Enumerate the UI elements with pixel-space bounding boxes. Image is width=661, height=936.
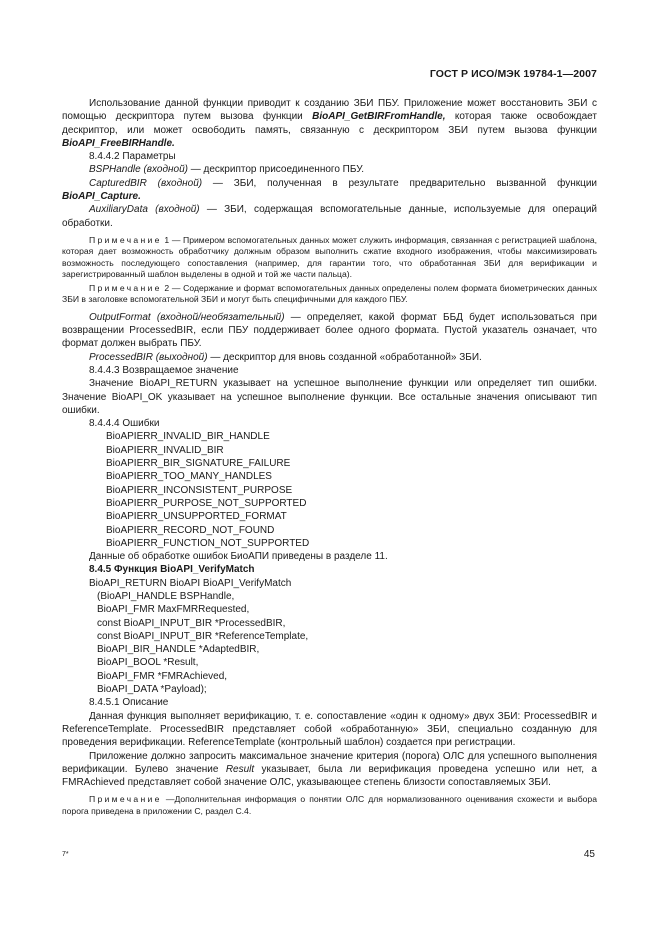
- code-signature: BioAPI_RETURN BioAPI BioAPI_VerifyMatch: [89, 577, 292, 589]
- intro-text-a: Использование данной функции приводит к созданию ЗБИ ПБУ. Приложение может восстановить ЗБИ с помощью дескриптора путем вызова функции: [62, 98, 597, 123]
- code-line: BioAPI_BOOL *Result,: [97, 657, 199, 669]
- param-bsphandle: [62, 163, 597, 176]
- list-item: BioAPIERR_PURPOSE_NOT_SUPPORTED: [106, 497, 307, 509]
- description-paragraph-2: [62, 750, 597, 790]
- errors-reference: Данные об обработке ошибок БиоАПИ приведены в разделе 11.: [89, 551, 388, 563]
- page-header: ГОСТ Р ИСО/МЭК 19784-1—2007: [429, 68, 597, 80]
- param-auxiliarydata: [62, 203, 597, 230]
- intro-paragraph: [62, 97, 597, 150]
- error-list: [62, 430, 597, 550]
- section-errors-heading: 8.4.4.4 Ошибки: [89, 418, 160, 430]
- main-text: [62, 97, 597, 817]
- section-verifymatch-heading: 8.4.5 Функция BioAPI_VerifyMatch: [89, 564, 255, 576]
- code-line: (BioAPI_HANDLE BSPHandle,: [97, 590, 235, 602]
- param-processedbir: [62, 351, 597, 364]
- note-label: Примечание: [89, 283, 162, 294]
- desc-text-a: Приложение должно запросить максимальное значение критерия (порога) ОЛС для успешного выполнения верификации. Булево значение: [62, 750, 597, 775]
- code-line: BioAPI_FMR MaxFMRRequested,: [97, 604, 250, 616]
- note-text: —Дополнительная информация о понятии ОЛС для нормализованного оценивания схожести и выбора порога приведена в приложении С, раздел С.4.: [62, 794, 597, 816]
- param-name: AuxiliaryData (входной): [89, 204, 200, 216]
- param-desc: — ЗБИ, содержащая вспомогательные данные, используемые для операций обработки.: [62, 204, 597, 229]
- list-item: BioAPIERR_FUNCTION_NOT_SUPPORTED: [106, 537, 310, 549]
- fn-free-bir-handle: BioAPI_FreeBIRHandle.: [62, 137, 175, 149]
- param-desc: — ЗБИ, полученная в результате предварительно вызванной функции: [202, 177, 597, 189]
- return-paragraph: Значение BioAPI_RETURN указывает на успешное выполнение функции или определяет тип ошибки. Значение BioAPI_OK указывает на успешное выполнение функции. Все остальные значения описывают тип ошибки.: [62, 378, 597, 416]
- code-line: BioAPI_BIR_HANDLE *AdaptedBIR,: [97, 644, 260, 656]
- param-name: BSPHandle (входной): [89, 164, 188, 176]
- param-name: ProcessedBIR (выходной): [89, 351, 208, 363]
- code-line: BioAPI_FMR *FMRAchieved,: [97, 670, 228, 682]
- param-name: OutputFormat (входной/необязательный): [89, 311, 285, 323]
- note-text: 2 — Содержание и формат вспомогательных данных определены полем формата биометрических данных ЗБИ в заголовке вспомогательной ЗБИ и могут быть специфичными для каждого ПБУ.: [62, 283, 597, 305]
- page-number: 45: [583, 849, 595, 860]
- note-text: 1 — Примером вспомогательных данных может служить информация, связанная с регистрацией шаблона, которая дает возможность обработчику должным образом выполнить сжатие входного изображения, чтобы максимизировать возможность последующего сопоставления (например, для гарантии того, что обработанная ЗБИ для верификации и зарегистрированный шаблон выделены в одной и той же части пальца).: [62, 234, 597, 279]
- param-desc: — дескриптор для вновь созданной «обработанной» ЗБИ.: [207, 351, 482, 363]
- note-3: [62, 794, 597, 817]
- fn-get-bir-from-handle: BioAPI_GetBIRFromHandle,: [312, 111, 446, 123]
- list-item: BioAPIERR_TOO_MANY_HANDLES: [106, 471, 272, 483]
- note-1: [62, 235, 597, 280]
- code-line: const BioAPI_INPUT_BIR *ReferenceTemplate,: [97, 630, 309, 642]
- param-name: CapturedBIR (входной): [89, 177, 203, 189]
- desc-text-b: указывает, была ли верификация проведена успешно или нет, а FMRAchieved представляет собой значение ОЛС, указывающее степень близости сопоставляемых ЗБИ.: [62, 763, 597, 789]
- list-item: BioAPIERR_INVALID_BIR: [106, 444, 224, 456]
- note-label: Примечание: [89, 234, 162, 245]
- note-label: Примечание: [89, 794, 162, 805]
- list-item: BioAPIERR_INVALID_BIR_HANDLE: [106, 431, 270, 443]
- note-2: [62, 283, 597, 306]
- list-item: BioAPIERR_BIR_SIGNATURE_FAILURE: [106, 458, 291, 470]
- code-parameters: [62, 590, 597, 696]
- fn-capture: BioAPI_Capture.: [62, 191, 141, 203]
- list-item: BioAPIERR_INCONSISTENT_PURPOSE: [106, 484, 293, 496]
- param-outputformat: [62, 311, 597, 351]
- code-line: const BioAPI_INPUT_BIR *ProcessedBIR,: [97, 617, 286, 629]
- description-paragraph-1: Данная функция выполняет верификацию, т. е. сопоставление «один к одному» двух ЗБИ: ProcessedBIR и ReferenceTemplate. ProcessedBIR представляет собой «обработанную» ЗБИ, специально созданную для проведения верификации. ReferenceTemplate (контрольный шаблон) создается при регистрации.: [62, 710, 597, 749]
- param-capturedbir: [62, 177, 597, 204]
- list-item: BioAPIERR_RECORD_NOT_FOUND: [106, 524, 275, 536]
- section-return-heading: 8.4.4.3 Возвращаемое значение: [89, 364, 239, 376]
- section-params-heading: 8.4.4.2 Параметры: [89, 151, 176, 163]
- result-term: Result: [225, 763, 255, 775]
- param-desc: — определяет, какой формат ББД будет использоваться при возвращении ProcessedBIR, если ПБУ поддерживает более одного формата. Пустой указатель означает, что формат должен выбрать ПБУ.: [62, 311, 597, 350]
- section-description-heading: 8.4.5.1 Описание: [89, 697, 169, 709]
- intro-text-b: которая также освобождает дескриптор, или может освободить память, связанную с дескриптором ЗБИ путем вызова функции: [62, 111, 597, 136]
- list-item: BioAPIERR_UNSUPPORTED_FORMAT: [106, 511, 287, 523]
- footer-mark: 7*: [62, 851, 69, 858]
- param-desc: — дескриптор присоединенного ПБУ.: [187, 164, 365, 176]
- code-line: BioAPI_DATA *Payload);: [97, 684, 207, 696]
